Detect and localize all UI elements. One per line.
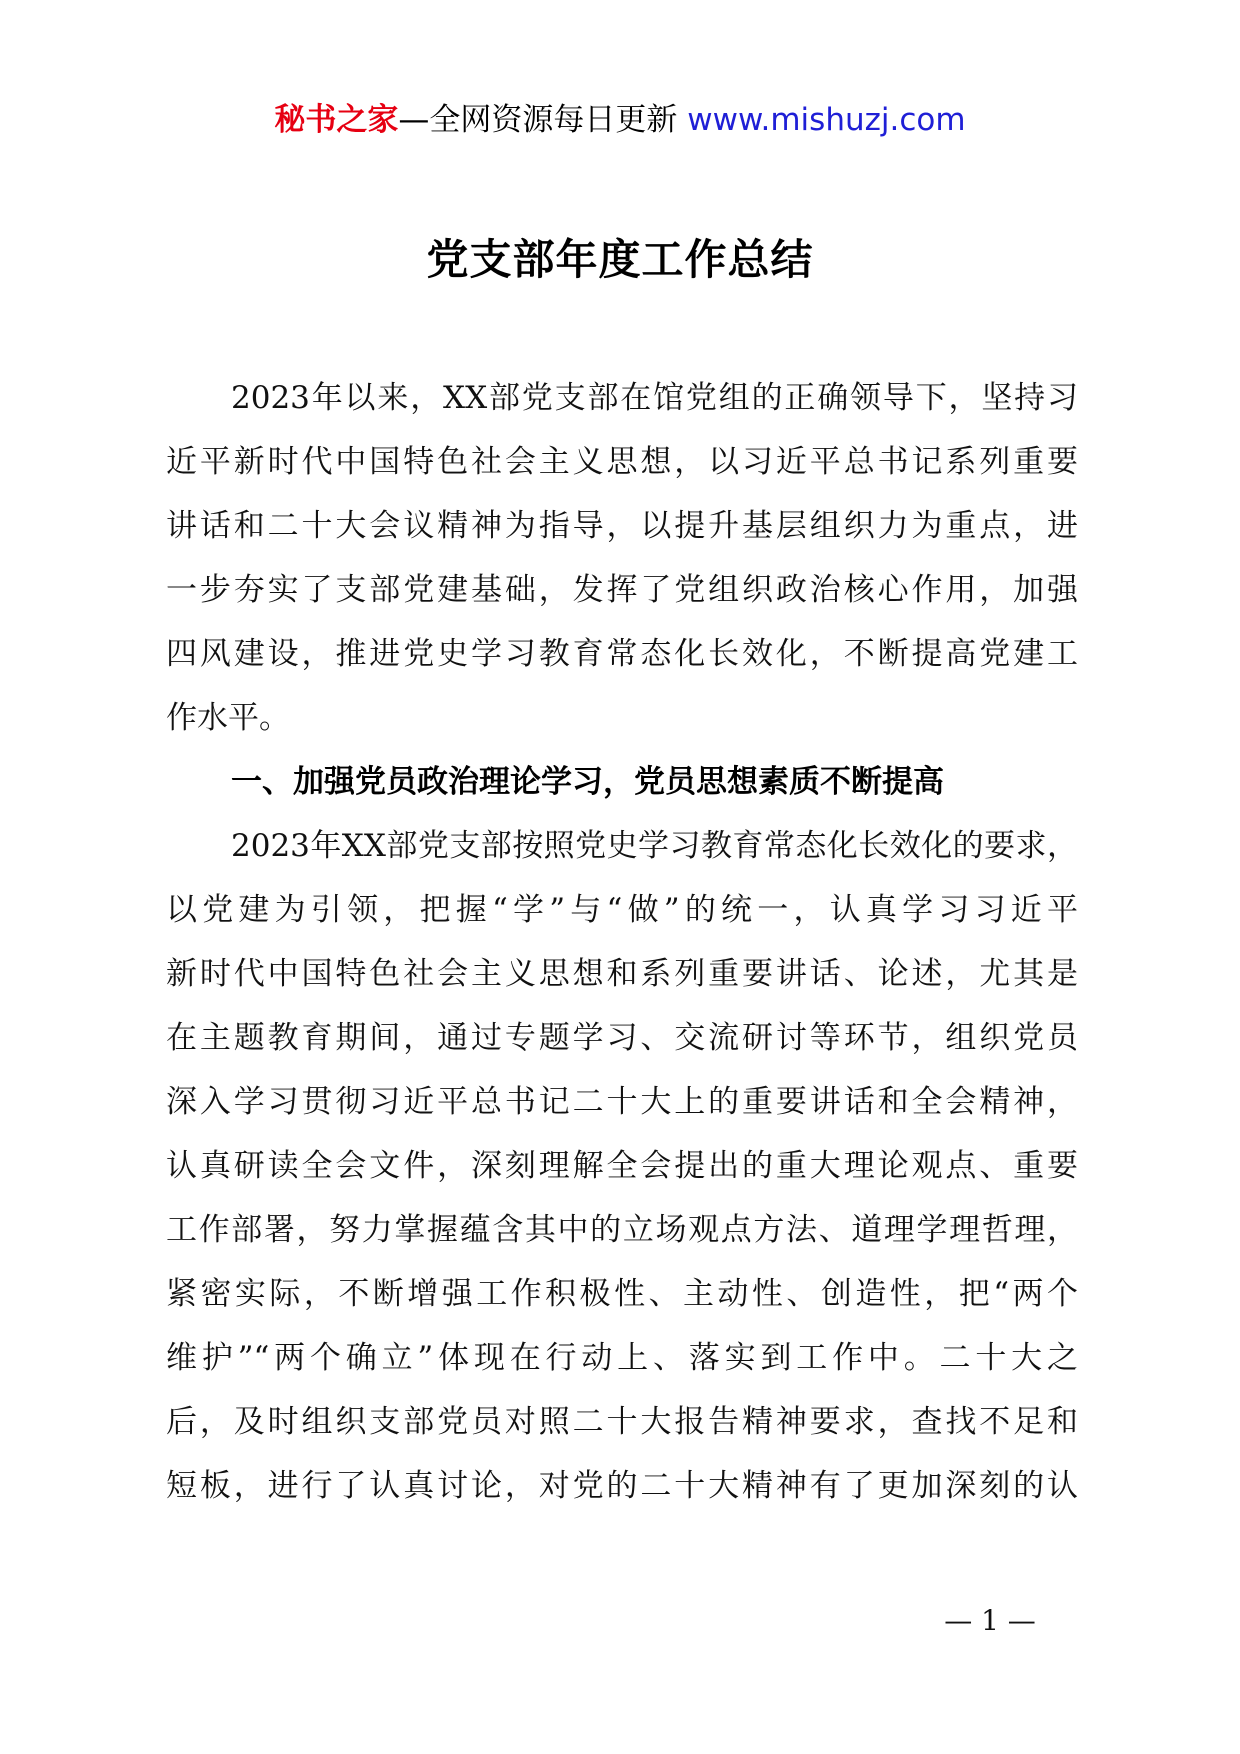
text-line: 作水平。 <box>166 700 290 736</box>
text-line: 维护”“两个确立”体现在行动上、落实到工作中。二十大之 <box>166 1340 1078 1376</box>
intro-paragraph <box>166 366 1078 750</box>
text-line: 在主题教育期间，通过专题学习、交流研讨等环节，组织党员 <box>166 1020 1078 1056</box>
text-line: 后，及时组织支部党员对照二十大报告精神要求，查找不足和 <box>166 1404 1078 1440</box>
text-line: 短板，进行了认真讨论，对党的二十大精神有了更加深刻的认 <box>166 1468 1078 1504</box>
text-line: 新时代中国特色社会主义思想和系列重要讲话、论述，尤其是 <box>166 956 1078 992</box>
text-line: 深入学习贯彻习近平总书记二十大上的重要讲话和全会精神， <box>166 1084 1078 1120</box>
text-line: 认真研读全会文件，深刻理解全会提出的重大理论观点、重要 <box>166 1148 1078 1184</box>
banner-tagline: —全网资源每日更新 <box>398 102 688 138</box>
text-line: 紧密实际，不断增强工作积极性、主动性、创造性，把“两个 <box>166 1276 1078 1312</box>
text-line: 讲话和二十大会议精神为指导，以提升基层组织力为重点，进 <box>166 508 1078 544</box>
site-banner <box>0 100 1240 140</box>
page-number: — 1 — <box>944 1604 1036 1637</box>
document-title: 党支部年度工作总结 <box>426 235 814 284</box>
text-line: 2023年以来，XX部党支部在馆党组的正确领导下，坚持习 <box>231 380 1078 416</box>
text-line: 近平新时代中国特色社会主义思想，以习近平总书记系列重要 <box>166 444 1078 480</box>
text-line: 四风建设，推进党史学习教育常态化长效化，不断提高党建工 <box>166 636 1078 672</box>
text-line: 以党建为引领，把握“学”与“做”的统一，认真学习习近平 <box>166 892 1078 928</box>
document-body <box>166 366 1078 1518</box>
section-heading: 一、加强党员政治理论学习，党员思想素质不断提高 <box>231 764 944 800</box>
section-paragraph <box>166 814 1078 1518</box>
text-line: 2023年XX部党支部按照党史学习教育常态化长效化的要求， <box>231 828 1078 864</box>
site-url-link[interactable]: www.mishuzj.com <box>687 102 966 138</box>
text-line: 工作部署，努力掌握蕴含其中的立场观点方法、道理学理哲理， <box>166 1212 1078 1248</box>
text-line: 一步夯实了支部党建基础，发挥了党组织政治核心作用，加强 <box>166 572 1078 608</box>
brand-name: 秘书之家 <box>274 102 399 138</box>
